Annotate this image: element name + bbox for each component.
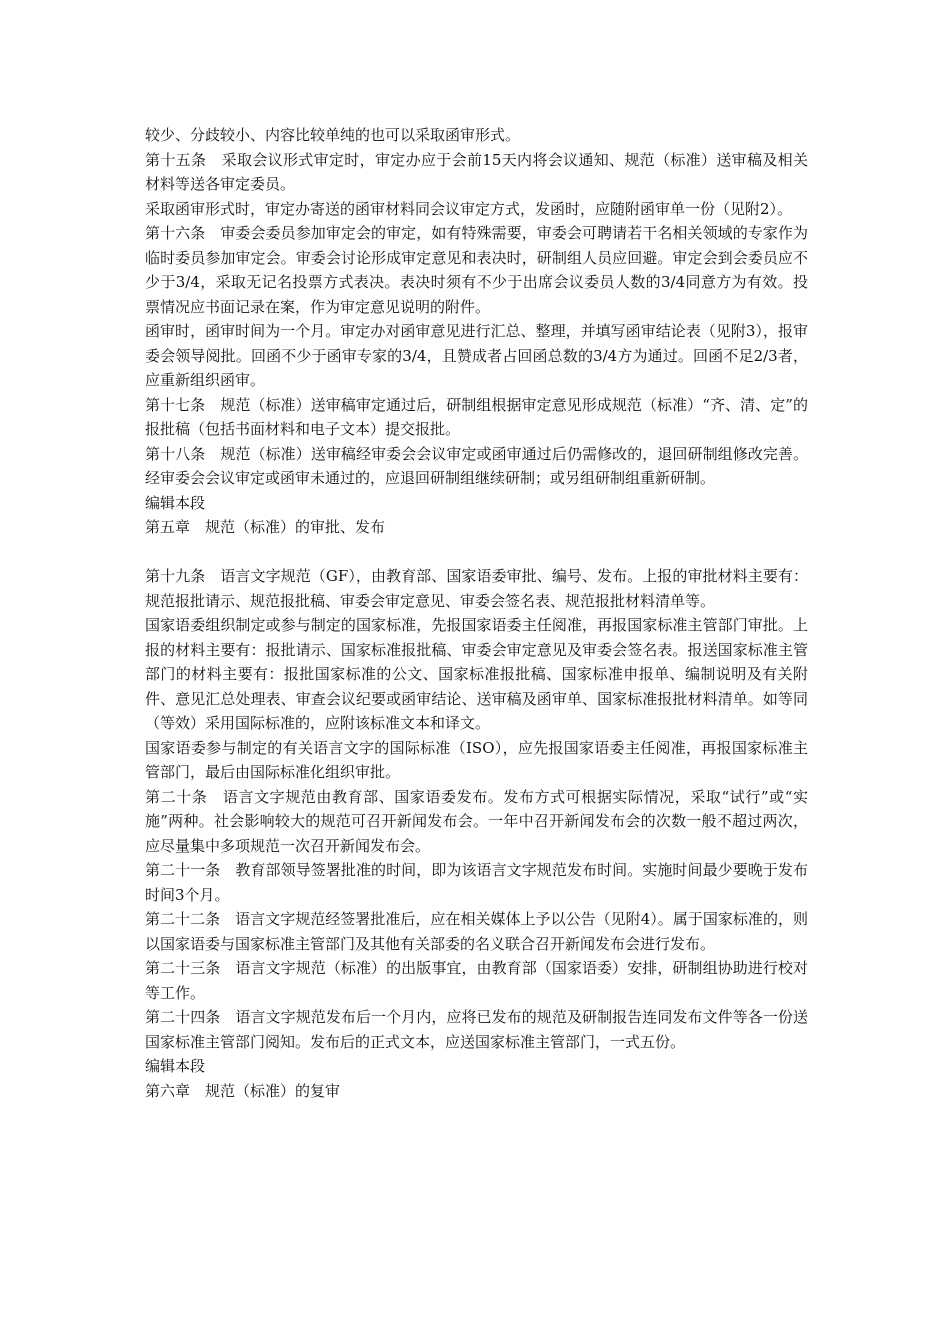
chapter-5-heading: 第五章 规范（标准）的审批、发布 xyxy=(145,518,386,536)
article-16: 第十六条 审委会委员参加审定会的审定，如有特殊需要，审委会可聘请若干名相关领域的专家作为临时委员参加审定会。审委会讨论形成审定意见和表决时，研制组人员应回避。审定会到会委员应不少于3/4，采取无记名投票方式表决。表决时须有不少于出席会议委员人数的3/4同意方为有效。投票情况应书面记录在案，作为审定意见说明的附件。 xyxy=(145,224,808,316)
article-15: 第十五条 采取会议形式审定时，审定办应于会前15天内将会议通知、规范（标准）送审稿及相关材料等送各审定委员。 xyxy=(145,150,808,193)
article-21: 第二十一条 教育部领导签署批准的时间，即为该语言文字规范发布时间。实施时间最少要晚于发布时间3个月。 xyxy=(145,861,808,904)
chapter-6-heading: 第六章 规范（标准）的复审 xyxy=(145,1081,341,1100)
edit-section-link[interactable]: 编辑本段 xyxy=(145,493,206,512)
edit-section-link[interactable]: 编辑本段 xyxy=(145,1057,206,1075)
blank-line xyxy=(145,540,808,565)
article-20: 第二十条 语言文字规范由教育部、国家语委发布。发布方式可根据实际情况，采取“试行”或“实施”两种。社会影响较大的规范可召开新闻发布会。一年中召开新闻发布会的次数一般不超过两次，应尽量集中多项规范一次召开新闻发布会。 xyxy=(145,787,808,855)
article-23: 第二十三条 语言文字规范（标准）的出版事宜，由教育部（国家语委）安排，研制组协助进行校对等工作。 xyxy=(145,959,808,1002)
document-body xyxy=(145,123,808,1103)
article-19: 第十九条 语言文字规范（GF），由教育部、国家语委审批、编号、发布。上报的审批材料主要有：规范报批请示、规范报批稿、审委会审定意见、审委会签名表、规范报批材料清单等。 xyxy=(145,567,808,610)
paragraph: 国家语委参与制定的有关语言文字的国际标准（ISO），应先报国家语委主任阅准，再报国家标准主管部门，最后由国际标准化组织审批。 xyxy=(145,738,808,781)
article-17: 第十七条 规范（标准）送审稿审定通过后，研制组根据审定意见形成规范（标准）“齐、清、定”的报批稿（包括书面材料和电子文本）提交报批。 xyxy=(145,395,808,438)
paragraph: 较少、分歧较小、内容比较单纯的也可以采取函审形式。 xyxy=(145,126,521,144)
article-24: 第二十四条 语言文字规范发布后一个月内，应将已发布的规范及研制报告连同发布文件等各一份送国家标准主管部门阅知。发布后的正式文本，应送国家标准主管部门，一式五份。 xyxy=(145,1008,808,1051)
paragraph: 国家语委组织制定或参与制定的国家标准，先报国家语委主任阅准，再报国家标准主管部门审批。上报的材料主要有：报批请示、国家标准报批稿、审委会审定意见及审委会签名表。报送国家标准主管部门的材料主要有：报批国家标准的公文、国家标准报批稿、国家标准申报单、编制说明及有关附件、意见汇总处理表、审查会议纪要或函审结论、送审稿及函审单、国家标准报批材料清单。如等同（等效）采用国际标准的，应附该标准文本和译文。 xyxy=(145,616,808,732)
article-22: 第二十二条 语言文字规范经签署批准后，应在相关媒体上予以公告（见附4）。属于国家标准的，则以国家语委与国家标准主管部门及其他有关部委的名义联合召开新闻发布会进行发布。 xyxy=(145,910,808,953)
article-18: 第十八条 规范（标准）送审稿经审委会会议审定或函审通过后仍需修改的，退回研制组修改完善。经审委会会议审定或函审未通过的，应退回研制组继续研制；或另组研制组重新研制。 xyxy=(145,444,808,487)
paragraph: 采取函审形式时，审定办寄送的函审材料同会议审定方式，发函时，应随附函审单一份（见附2）。 xyxy=(145,199,793,218)
paragraph: 函审时，函审时间为一个月。审定办对函审意见进行汇总、整理，并填写函审结论表（见附3），报审委会领导阅批。回函不少于函审专家的3/4，且赞成者占回函总数的3/4方为通过。回函不足2/3者，应重新组织函审。 xyxy=(145,322,808,389)
